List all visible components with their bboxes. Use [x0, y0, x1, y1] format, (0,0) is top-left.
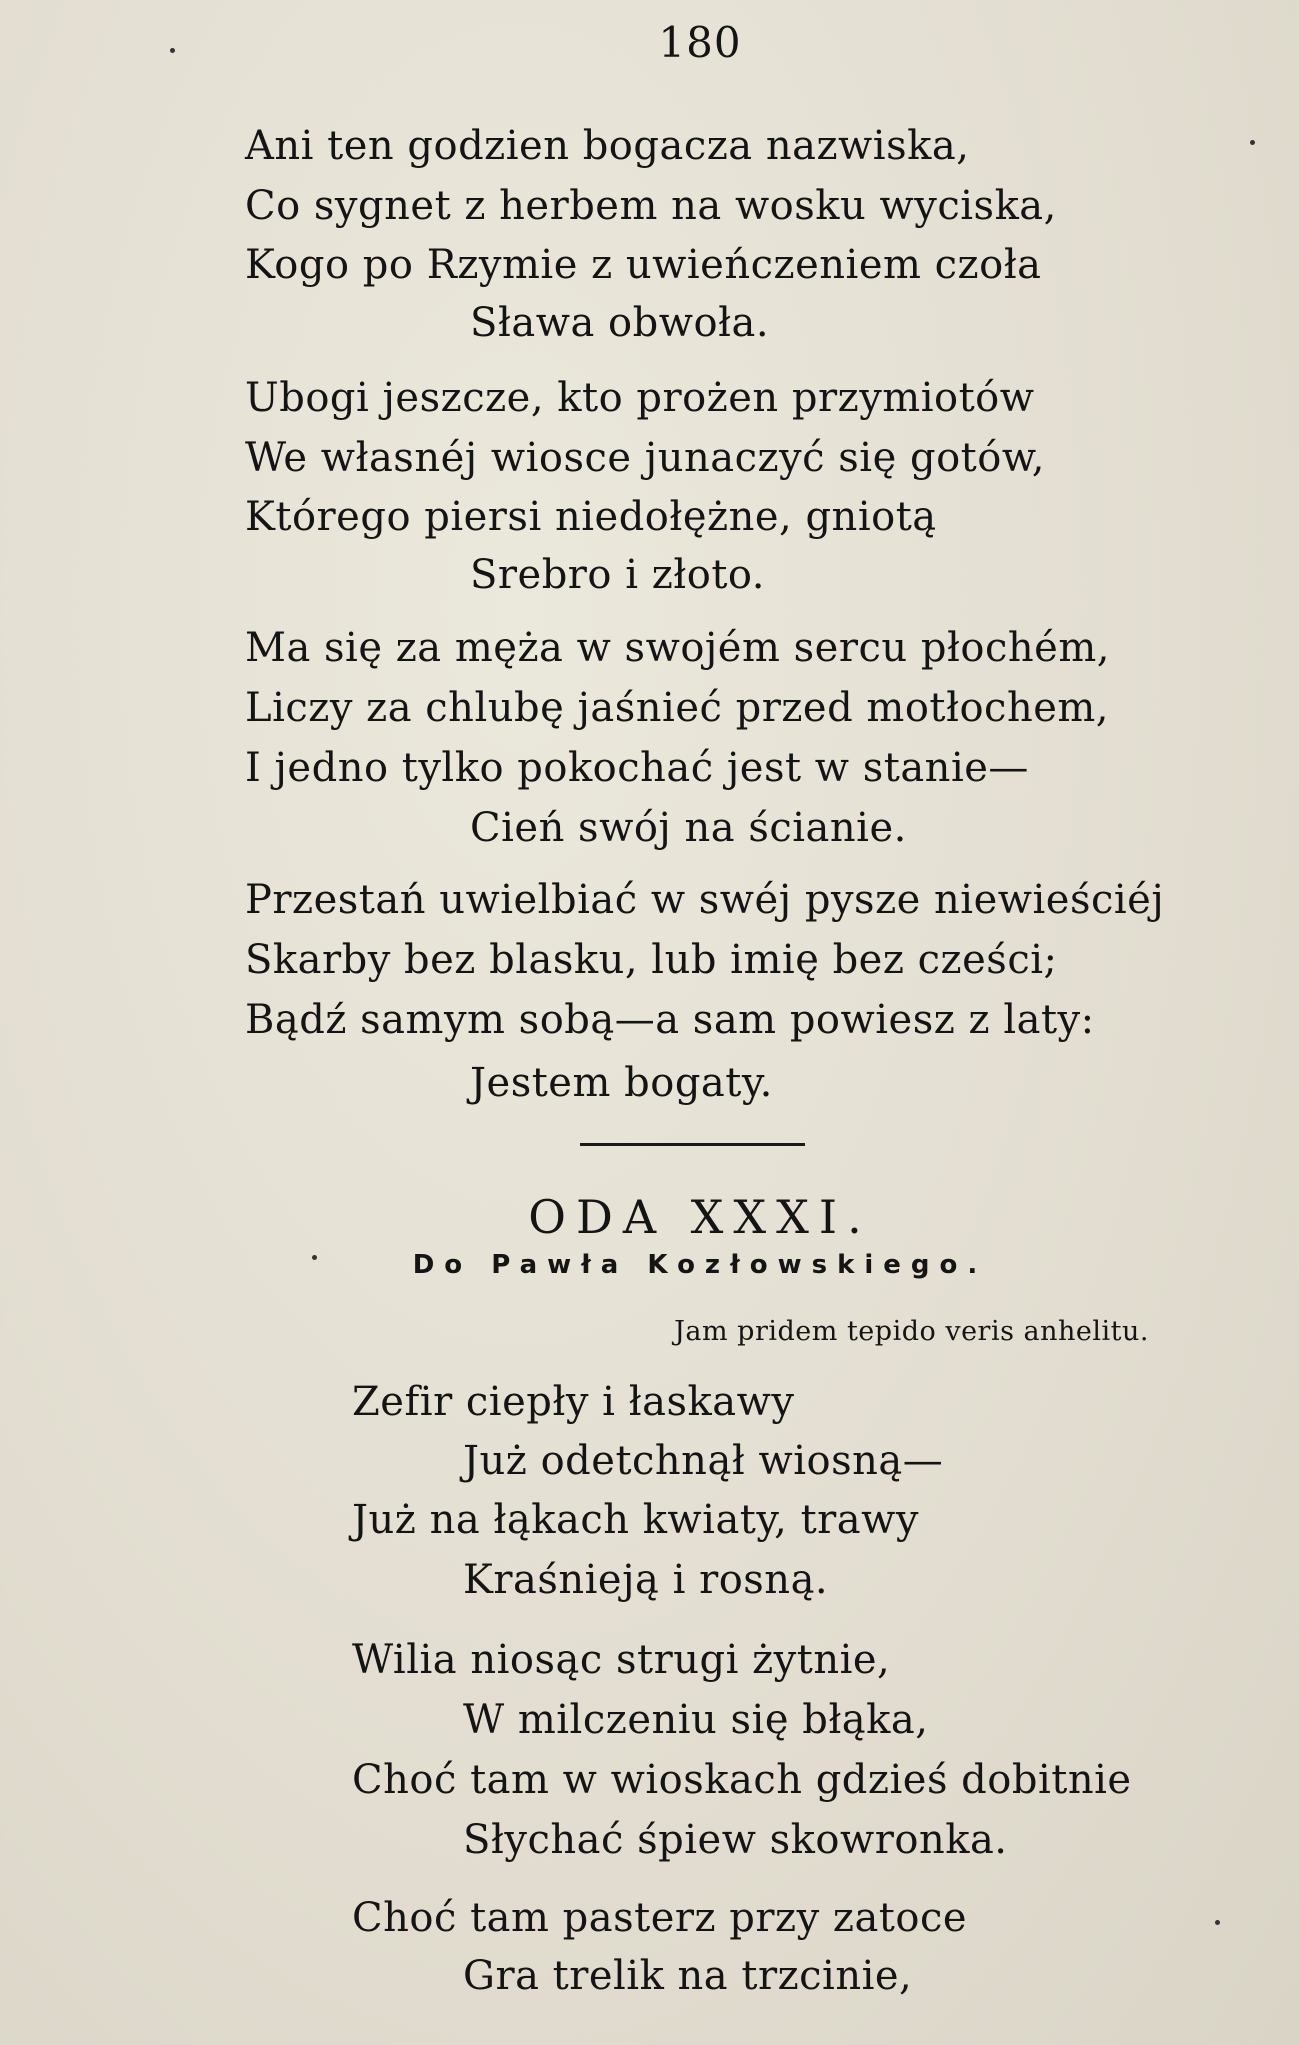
poem-line: Ma się za męża w swojém sercu płochém,: [245, 625, 1110, 671]
poem-line: We własnéj wiosce junaczyć się gotów,: [245, 435, 1046, 481]
print-speck: [312, 1255, 317, 1260]
poem-line: Cień swój na ścianie.: [470, 805, 907, 851]
poem-line: Choć tam pasterz przy zatoce: [352, 1895, 968, 1941]
epigraph: Jam pridem tepido veris anhelitu.: [674, 1316, 1149, 1347]
section-divider: [580, 1143, 805, 1146]
poem-line: Sława obwoła.: [470, 300, 770, 346]
poem-line: Jestem bogaty.: [470, 1060, 773, 1106]
poem-line: Którego piersi niedołężne, gniotą: [245, 494, 937, 540]
poem-line: Już odetchnął wiosną—: [463, 1438, 944, 1484]
poem-line: Już na łąkach kwiaty, trawy: [352, 1497, 919, 1543]
ode-title: ODA XXXI.: [528, 1190, 872, 1244]
print-speck: [1215, 1920, 1220, 1925]
poem-line: Choć tam w wioskach gdzieś dobitnie: [352, 1757, 1132, 1803]
poem-line: Przestań uwielbiać w swéj pysze niewieściéj: [245, 877, 1165, 923]
poem-line: Co sygnet z herbem na wosku wyciska,: [245, 183, 1057, 229]
poem-line: Ani ten godzien bogacza nazwiska,: [245, 123, 970, 169]
poem-line: Bądź samym sobą—a sam powiesz z laty:: [245, 997, 1095, 1043]
poem-line: Zefir ciepły i łaskawy: [352, 1379, 795, 1425]
poem-line: Ubogi jeszcze, kto prożen przymiotów: [245, 375, 1035, 421]
page-number: 180: [658, 18, 742, 67]
poem-line: Słychać śpiew skowronka.: [463, 1817, 1008, 1863]
ode-dedication: Do Pawła Kozłowskiego.: [412, 1250, 988, 1280]
poem-line: Skarby bez blasku, lub imię bez cześci;: [245, 937, 1058, 983]
poem-line: Gra trelik na trzcinie,: [463, 1953, 913, 1999]
poem-line: Srebro i złoto.: [470, 552, 766, 598]
print-speck: [170, 48, 175, 53]
print-speck: [1250, 140, 1255, 145]
poem-line: Kraśnieją i rosną.: [463, 1557, 829, 1603]
poem-line: Liczy za chlubę jaśnieć przed motłochem,: [245, 685, 1110, 731]
poem-line: Kogo po Rzymie z uwieńczeniem czoła: [245, 242, 1042, 288]
poem-line: Wilia niosąc strugi żytnie,: [352, 1637, 891, 1683]
poem-line: W milczeniu się błąka,: [463, 1697, 929, 1743]
poem-line: I jedno tylko pokochać jest w stanie—: [245, 745, 1029, 791]
